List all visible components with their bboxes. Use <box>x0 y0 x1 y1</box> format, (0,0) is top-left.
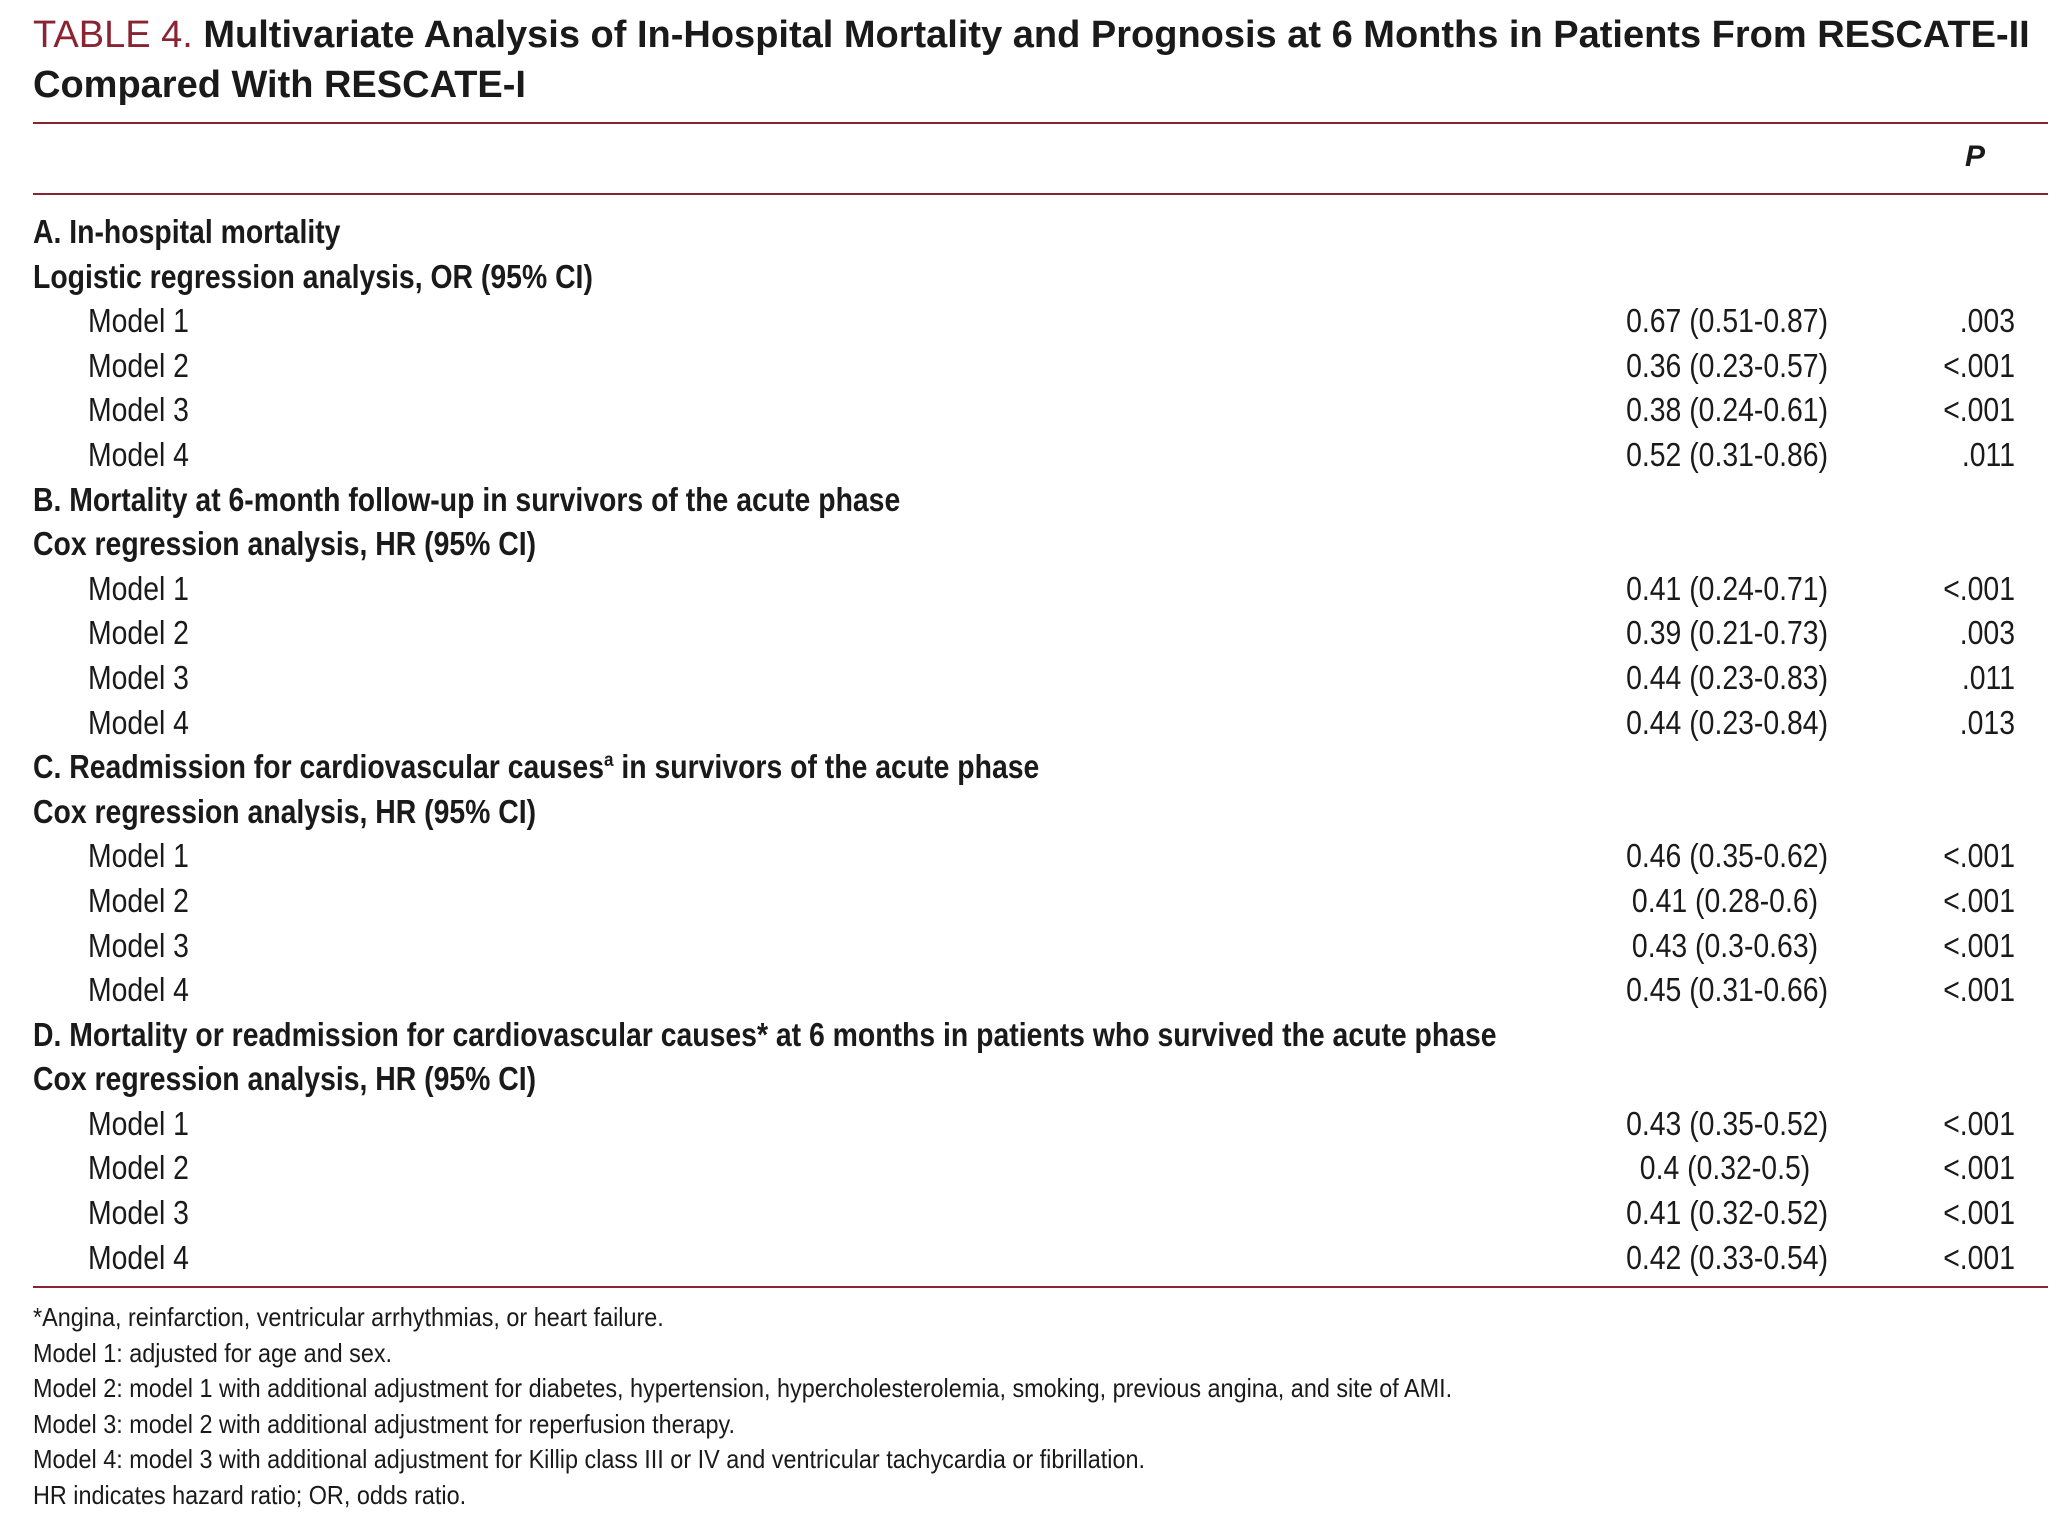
estimate-ci-cell: 0.52 (0.31-0.86) <box>1626 435 1829 473</box>
estimate-ci-cell: 0.36 (0.23-0.57) <box>1626 346 1829 384</box>
section-heading <box>33 1013 1497 1058</box>
table-row <box>0 567 2062 612</box>
estimate-ci-cell: 0.38 (0.24-0.61) <box>1626 391 1829 429</box>
table-footnotes <box>33 1300 2033 1513</box>
p-value-cell: <.001 <box>1943 971 2015 1009</box>
p-value-cell: <.001 <box>1943 881 2015 919</box>
p-value-cell: <.001 <box>1943 346 2015 384</box>
row-label-text: Model 1 <box>88 837 189 875</box>
estimate-ci-cell: 0.43 (0.35-0.52) <box>1626 1104 1829 1142</box>
row-label-text: Model 2 <box>88 1149 189 1187</box>
row-label-text: Logistic regression analysis, OR (95% CI) <box>33 257 593 295</box>
model-label <box>88 924 189 969</box>
table-row <box>0 879 2062 924</box>
row-label-text: Model 2 <box>88 614 189 652</box>
row-label-text: Model 3 <box>88 658 189 696</box>
footnote-marker: a <box>603 749 614 772</box>
section-heading <box>33 210 340 255</box>
row-label-text: D. Mortality or readmission for cardiovascular causes* at 6 months in patients who survived the acute phase <box>33 1015 1497 1053</box>
estimate-ci-cell: 0.4 (0.32-0.5) <box>1639 1149 1811 1187</box>
table-number: TABLE 4. <box>33 14 193 56</box>
row-label-text: Cox regression analysis, HR (95% CI) <box>33 792 537 830</box>
p-value-cell: .013 <box>1959 703 2015 741</box>
row-label-text: Model 4 <box>88 703 189 741</box>
row-label-text: Model 2 <box>88 346 189 384</box>
estimate-ci-cell: 0.45 (0.31-0.66) <box>1626 971 1829 1009</box>
table-body <box>0 210 2062 1280</box>
section-heading-row <box>0 210 2062 255</box>
footnote: Model 1: adjusted for age and sex. <box>33 1337 393 1368</box>
section-heading-row <box>0 1057 2062 1102</box>
row-label-text: Model 2 <box>88 881 189 919</box>
table-row <box>0 1236 2062 1281</box>
p-value-cell: <.001 <box>1943 1104 2015 1142</box>
model-label <box>88 344 189 389</box>
row-label-text: Model 4 <box>88 1238 189 1276</box>
row-label-text: Cox regression analysis, HR (95% CI) <box>33 525 537 563</box>
row-label-text: A. In-hospital mortality <box>33 213 341 250</box>
model-label <box>88 656 189 701</box>
footnote: Model 4: model 3 with additional adjustment for Killip class III or IV and ventricular tachycardia or fibrillation. <box>33 1444 1146 1474</box>
section-heading-row <box>0 790 2062 835</box>
table-row <box>0 344 2062 389</box>
p-value-cell: .003 <box>1959 614 2015 652</box>
estimate-ci-cell: 0.43 (0.3-0.63) <box>1631 926 1819 964</box>
table-row <box>0 834 2062 879</box>
section-heading-row <box>0 478 2062 523</box>
estimate-ci-cell: 0.46 (0.35-0.62) <box>1626 837 1829 875</box>
model-label <box>88 879 189 924</box>
model-label <box>88 299 189 344</box>
section-heading <box>33 478 900 523</box>
table-row <box>0 701 2062 746</box>
p-value-cell: .011 <box>1961 435 2015 473</box>
table-row <box>0 1102 2062 1147</box>
p-column-header: P <box>1964 140 1985 173</box>
table-row <box>0 924 2062 969</box>
section-heading <box>33 790 536 835</box>
model-label <box>88 968 189 1013</box>
estimate-ci-cell: 0.39 (0.21-0.73) <box>1626 614 1829 652</box>
table-title <box>33 10 2043 110</box>
section-heading <box>33 745 1039 790</box>
bottom-rule <box>33 1286 2048 1288</box>
table-row <box>0 299 2062 344</box>
table-row <box>0 968 2062 1013</box>
p-value-cell: <.001 <box>1943 569 2015 607</box>
section-heading <box>33 1057 536 1102</box>
model-label <box>88 834 189 879</box>
section-heading-row <box>0 522 2062 567</box>
row-label-text: Model 3 <box>88 926 189 964</box>
p-value-cell: <.001 <box>1943 1149 2015 1187</box>
model-label <box>88 1146 189 1191</box>
row-label-text: Model 3 <box>88 1194 189 1232</box>
estimate-ci-cell: 0.44 (0.23-0.84) <box>1626 703 1829 741</box>
row-label-text: Cox regression analysis, HR (95% CI) <box>33 1060 537 1098</box>
table-row <box>0 1146 2062 1191</box>
model-label <box>88 701 189 746</box>
section-heading-row <box>0 1013 2062 1058</box>
header-rule <box>33 193 2048 195</box>
p-value-cell: <.001 <box>1943 1238 2015 1276</box>
model-label <box>88 388 189 433</box>
table-row <box>0 433 2062 478</box>
top-rule <box>33 122 2048 124</box>
row-label-text: B. Mortality at 6-month follow-up in survivors of the acute phase <box>33 480 901 518</box>
p-value-cell: .011 <box>1961 658 2015 696</box>
estimate-ci-cell: 0.42 (0.33-0.54) <box>1626 1238 1829 1276</box>
footnote: Model 2: model 1 with additional adjustment for diabetes, hypertension, hypercholesterolemia, smoking, previous angina, and site of AMI. <box>33 1373 1453 1403</box>
estimate-ci-cell: 0.67 (0.51-0.87) <box>1626 302 1829 340</box>
estimate-ci-cell: 0.44 (0.23-0.83) <box>1626 658 1829 696</box>
section-heading <box>33 522 536 567</box>
model-label <box>88 611 189 656</box>
model-label <box>88 567 189 612</box>
p-value-cell: <.001 <box>1943 391 2015 429</box>
row-label-text: Model 1 <box>88 569 189 607</box>
p-value-cell: .003 <box>1959 302 2015 340</box>
section-heading-row <box>0 745 2062 790</box>
model-label <box>88 433 189 478</box>
table-caption: Multivariate Analysis of In-Hospital Mortality and Prognosis at 6 Months in Patients From RESCATE-II Compared With RESCATE-I <box>33 14 2030 106</box>
table-row <box>0 611 2062 656</box>
model-label <box>88 1191 189 1236</box>
p-value-cell: <.001 <box>1943 1194 2015 1232</box>
section-heading-row <box>0 255 2062 300</box>
estimate-ci-cell: 0.41 (0.28-0.6) <box>1631 881 1819 919</box>
p-value-cell: <.001 <box>1943 837 2015 875</box>
row-label-text: C. Readmission for cardiovascular causes <box>33 748 604 786</box>
table-row <box>0 388 2062 433</box>
row-label-text: Model 4 <box>88 435 189 473</box>
row-label-text-cont: in survivors of the acute phase <box>613 748 1040 786</box>
section-heading <box>33 255 593 300</box>
footnote: *Angina, reinfarction, ventricular arrhythmias, or heart failure. <box>33 1302 664 1332</box>
model-label <box>88 1102 189 1147</box>
row-label-text: Model 3 <box>88 391 189 429</box>
estimate-ci-cell: 0.41 (0.32-0.52) <box>1626 1194 1829 1232</box>
footnote: Model 3: model 2 with additional adjustment for reperfusion therapy. <box>33 1408 735 1439</box>
p-value-cell: <.001 <box>1943 926 2015 964</box>
table-row <box>0 656 2062 701</box>
row-label-text: Model 1 <box>88 302 189 340</box>
model-label <box>88 1236 189 1281</box>
row-label-text: Model 4 <box>88 971 189 1009</box>
footnote: HR indicates hazard ratio; OR, odds ratio. <box>33 1479 467 1510</box>
estimate-ci-cell: 0.41 (0.24-0.71) <box>1626 569 1829 607</box>
row-label-text: Model 1 <box>88 1104 189 1142</box>
table-row <box>0 1191 2062 1236</box>
